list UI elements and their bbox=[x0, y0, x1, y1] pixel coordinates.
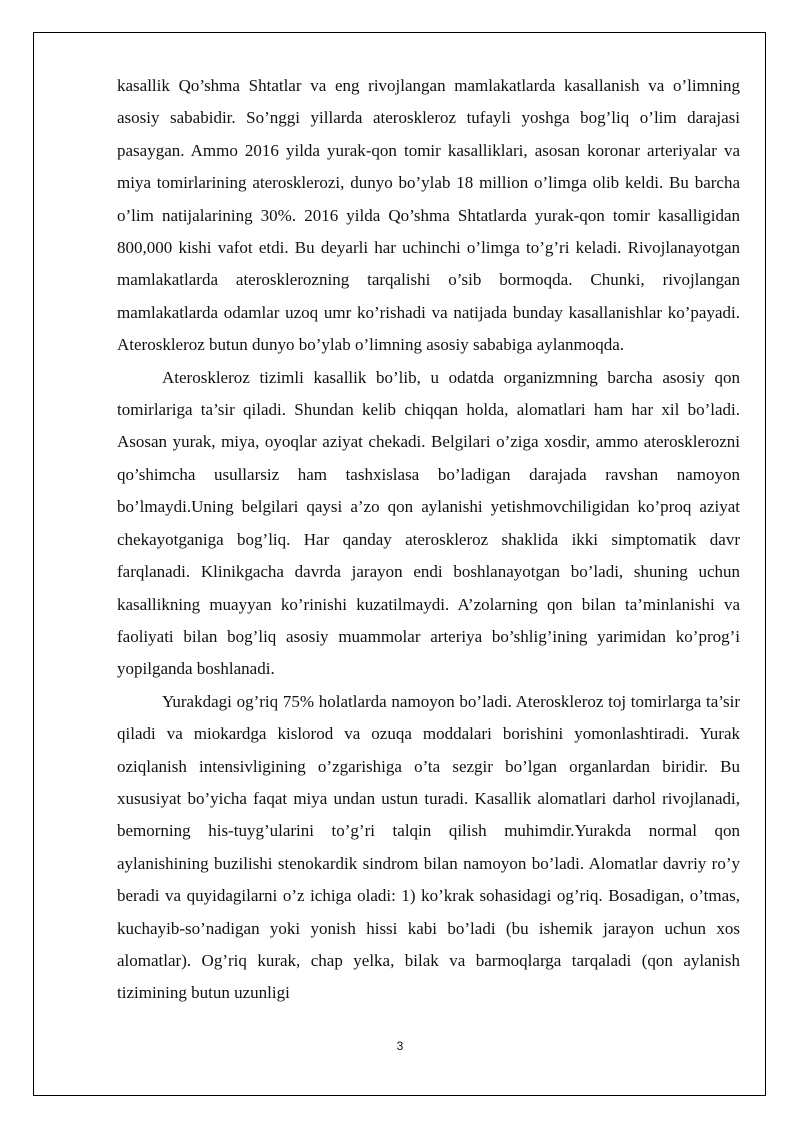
document-body bbox=[117, 70, 740, 1010]
page-number: 3 bbox=[396, 1039, 404, 1053]
paragraph-2: Ateroskleroz tizimli kasallik bo’lib, u odatda organizmning barcha asosiy qon tomirlariga ta’sir qiladi. Shundan kelib chiqqan holda, alomatlari ham har xil bo’ladi. Asosan yurak, miya, oyoqlar aziyat chekadi. Belgilari o’ziga xosdir, ammo aterosklerozni qo’shimcha usullarsiz ham tashxislasa bo’ladigan darajada ravshan namoyon bo’lmaydi.Uning belgilari qaysi a’zo qon aylanishi yetishmovchiligidan ko’proq aziyat chekayotganiga bog’liq. Har qanday ateroskleroz shaklida ikki simptomatik davr farqlanadi. Klinikgacha davrda jarayon endi boshlanayotgan bo’ladi, shuning uchun kasallikning muayyan ko’rinishi kuzatilmaydi. A’zolarning qon bilan ta’minlanishi va faoliyati bilan bog’liq asosiy muammolar arteriya bo’shlig’ining yarimidan ko’prog’i yopilganda boshlanadi. bbox=[117, 367, 740, 679]
paragraph-1: kasallik Qo’shma Shtatlar va eng rivojlangan mamlakatlarda kasallanish va o’limning asosiy sababidir. So’nggi yillarda ateroskleroz tufayli yoshga bog’liq o’lim darajasi pasaygan. Ammo 2016 yilda yurak-qon tomir kasalliklari, asosan koronar arteriyalar va miya tomirlarining aterosklerozi, dunyo bo’ylab 18 million o’limga olib keldi. Bu barcha o’lim natijalarining 30%. 2016 yilda Qo’shma Shtatlarda yurak-qon tomir kasalligidan 800,000 kishi vafot etdi. Bu deyarli har uchinchi o’limga to’g’ri keladi. Rivojlanayotgan mamlakatlarda aterosklerozning tarqalishi o’sib bormoqda. Chunki, rivojlangan mamlakatlarda odamlar uzoq umr ko’rishadi va natijada bunday kasallanishlar ko’payadi. Ateroskleroz butun dunyo bo’ylab o’limning asosiy sababiga aylanmoqda. bbox=[117, 76, 740, 355]
paragraph-3: Yurakdagi og’riq 75% holatlarda namoyon bo’ladi. Ateroskleroz toj tomirlarga ta’sir qiladi va miokardga kislorod va ozuqa moddalari borishini yomonlashtiradi. Yurak oziqlanish intensivligining o’zgarishiga o’ta sezgir bo’lgan organlardan biridir. Bu xususiyat bo’yicha faqat miya undan ustun turadi. Kasallik alomatlari darhol rivojlanadi, bemorning his-tuyg’ularini to’g’ri talqin qilish muhimdir.Yurakda normal qon aylanishining buzilishi stenokardik sindrom bilan namoyon bo’ladi. Alomatlar davriy ro’y beradi va quyidagilarni o’z ichiga oladi: 1) ko’krak sohasidagi og’riq. Bosadigan, o’tmas, kuchayib-so’nadigan yoki yonish hissi kabi bo’ladi (bu ishemik jarayon uchun xos alomatlar). Og’riq kurak, chap yelka, bilak va barmoqlarga tarqaladi (qon aylanish tizimining butun uzunligi bbox=[117, 691, 740, 1003]
